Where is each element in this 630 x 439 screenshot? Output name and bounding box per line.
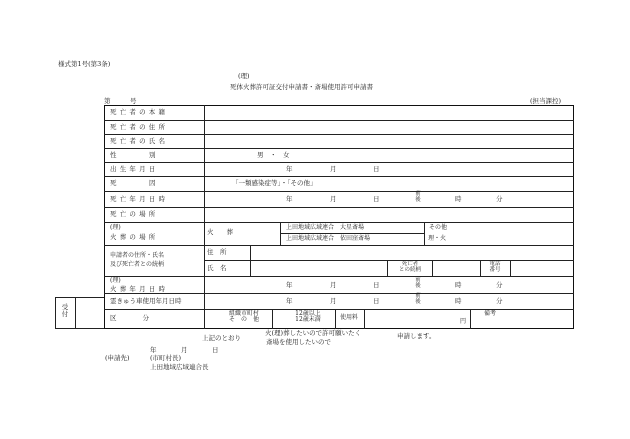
row-sep-5 (104, 176, 574, 177)
death-day-label: 日 (373, 195, 380, 203)
kaso-hour-label: 時 (455, 281, 462, 289)
death-hour-label: 時 (455, 195, 462, 203)
label-kaso-basho: 火葬の場所 (110, 233, 159, 241)
death-pm: 後 (415, 196, 421, 203)
addressee-label: (申請先) (105, 354, 130, 362)
row-sep-4 (104, 162, 574, 163)
row-sep-12 (104, 309, 574, 310)
form-number: 様式第1号(第3条) (58, 60, 111, 68)
row-sep-3 (104, 148, 574, 149)
addressee-2: 上田地域広域連合長 (150, 363, 209, 371)
addressee-1: (市町村長) (150, 354, 182, 362)
label-kaso-nichiji-mark: (理) (110, 277, 121, 284)
stamp-border-bottom (55, 328, 105, 329)
reikyu-minute-label: 分 (496, 297, 503, 305)
label-kaso-nichiji: 火葬年月日時 (110, 285, 169, 293)
table-border-left (104, 105, 105, 329)
kubun-divider-3 (364, 309, 365, 329)
death-month-label: 月 (330, 195, 337, 203)
reikyu-month-label: 月 (330, 297, 337, 305)
cause-options[interactable]: 「一類感染症等」・「その他」 (232, 179, 317, 187)
row-sep-9 (104, 245, 574, 246)
reikyu-day-label: 日 (373, 297, 380, 305)
stamp-label (59, 304, 71, 318)
applicant-sep (204, 260, 574, 261)
kaso-ri-hi: 理・火 (428, 235, 447, 242)
kubun-divider-1 (272, 309, 273, 329)
kubun-age-1: 12歳以上 (295, 310, 321, 317)
applicant-name-label: 氏 名 (207, 264, 227, 272)
kubun-area-2: そ の 他 (228, 316, 259, 324)
relation-label (392, 262, 428, 274)
label-applicant-2: 及び死亡者との続柄 (110, 261, 165, 268)
footer-date-year: 年 (150, 346, 157, 354)
fee-yen: 円 (460, 318, 467, 325)
table-border-top (104, 105, 574, 106)
label-reikyu: 霊きゅう車使用年月日時 (110, 297, 182, 305)
label-honseki: 死亡者の本籍 (110, 108, 169, 116)
sex-options[interactable]: 男 ・ 女 (257, 151, 290, 159)
row-sep-1 (104, 120, 574, 121)
kaso-year-label: 年 (286, 281, 293, 289)
kubun-age[interactable] (288, 311, 328, 324)
phone-label-1: 電話 (489, 261, 501, 267)
phone-label-2: 番号 (489, 266, 501, 273)
applicant-address-label: 住 所 (207, 248, 227, 256)
footer-part2-line2: 斎場を使用したいので (266, 338, 331, 346)
kaso-facility-sep (280, 233, 425, 234)
tantou-label: (担当課控) (530, 97, 562, 105)
reikyu-ampm[interactable] (413, 294, 423, 306)
reikyu-year-label: 年 (286, 297, 293, 305)
stamp-border-left (55, 297, 56, 329)
number-label: 第 号 (104, 97, 137, 105)
birth-month-label: 月 (330, 165, 337, 173)
phone-divider-2 (510, 260, 511, 276)
phone-label (483, 262, 507, 274)
label-jusho: 死亡者の住所 (110, 123, 169, 131)
death-ampm[interactable] (413, 192, 423, 204)
label-applicant-1: 申請者の住所・氏名 (110, 252, 165, 259)
death-year-label: 年 (286, 195, 293, 203)
kaso-month-label: 月 (330, 281, 337, 289)
remarks-label: 備考 (484, 310, 497, 317)
facility-osei[interactable]: 上田地域広域連合 大星斎場 (286, 224, 365, 231)
kaso-ampm[interactable] (413, 278, 423, 290)
phone-divider (480, 260, 481, 276)
birth-year-label: 年 (286, 165, 293, 173)
reikyu-hour-label: 時 (455, 297, 462, 305)
death-am: 前 (415, 191, 421, 197)
kaso-day-label: 日 (373, 281, 380, 289)
label-kubun: 区 分 (110, 314, 149, 322)
page-title: 死体火葬許可証交付申請書・斎場使用許可申請書 (230, 83, 373, 91)
footer-date-day: 日 (212, 346, 219, 354)
row-sep-10 (104, 276, 574, 277)
title-mark: (理) (238, 72, 250, 80)
kubun-age-2: 12歳未満 (295, 316, 321, 324)
row-sep-8 (104, 222, 574, 223)
kubun-area-1: 組織市町村 (228, 310, 259, 317)
reikyu-pm: 後 (415, 298, 421, 305)
stamp-label-bottom: 付 (61, 309, 69, 318)
relation-label-2: との続柄 (398, 266, 421, 273)
label-sei: 性 別 (110, 151, 156, 159)
reikyu-am: 前 (415, 293, 421, 299)
footer-part1: 上記のとおり (202, 334, 241, 342)
label-seinen: 出生年月日 (110, 165, 159, 173)
label-shimei: 死亡者の氏名 (110, 137, 169, 145)
footer-part2-line1: 火(理)葬したいので許可願いたく (265, 329, 362, 337)
stamp-border-top (55, 297, 105, 298)
label-divider (204, 105, 205, 329)
kubun-divider-2 (335, 309, 336, 329)
footer-date-month: 月 (181, 346, 188, 354)
stamp-border-mid (75, 297, 76, 329)
kaso-minute-label: 分 (496, 281, 503, 289)
label-shibou-nichiji: 死亡年月日時 (110, 195, 169, 203)
kaso-am: 前 (415, 277, 421, 283)
relation-divider-1 (387, 260, 388, 276)
kaso-label: 火 葬 (207, 228, 233, 236)
table-border-right (573, 105, 574, 329)
relation-label-1: 死亡者 (401, 261, 419, 267)
kaso-sonota: その他 (429, 224, 448, 231)
row-sep-11 (104, 293, 574, 294)
facility-yodakubo[interactable]: 上田地域広域連合 依田窪斎場 (286, 235, 371, 242)
stamp-label-top: 受 (61, 303, 69, 311)
label-kaso-basho-mark: (理) (110, 224, 121, 231)
death-minute-label: 分 (496, 195, 503, 203)
row-sep-2 (104, 134, 574, 135)
row-sep-7 (104, 207, 574, 208)
row-sep-6 (104, 191, 574, 192)
birth-day-label: 日 (373, 165, 380, 173)
kubun-divider-4 (470, 309, 471, 329)
footer-part3: 申請します。 (397, 332, 436, 340)
relation-divider-2 (432, 260, 433, 276)
kaso-pm: 後 (415, 282, 421, 289)
label-basho: 死亡の場所 (110, 210, 159, 218)
kubun-area[interactable] (220, 311, 268, 324)
fee-label: 使用料 (340, 314, 359, 321)
label-shiin: 死 因 (110, 179, 156, 187)
